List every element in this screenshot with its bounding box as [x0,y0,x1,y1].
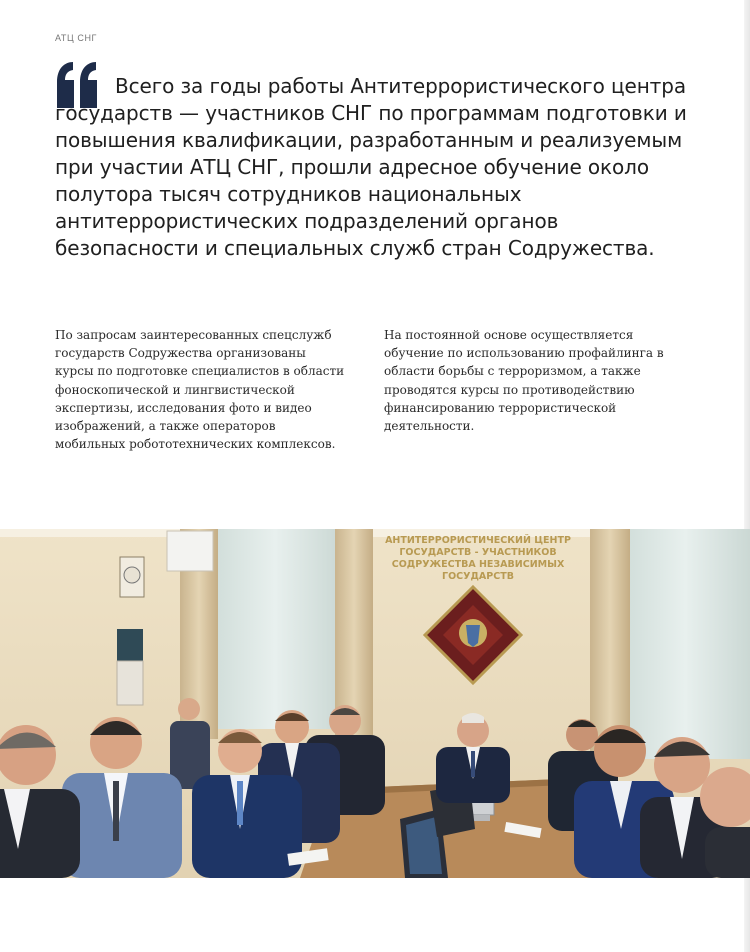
svg-text:СОДРУЖЕСТВА НЕЗАВИСИМЫХ: СОДРУЖЕСТВА НЕЗАВИСИМЫХ [391,559,565,570]
window-curtain-left [210,529,340,729]
meeting-photo [0,529,750,878]
svg-text:АНТИТЕРРОРИСТИЧЕСКИЙ ЦЕНТР: АНТИТЕРРОРИСТИЧЕСКИЙ ЦЕНТР [385,535,571,546]
running-head: АТЦ СНГ [55,33,98,43]
svg-text:ГОСУДАРСТВ: ГОСУДАРСТВ [442,571,514,582]
body-column-left: По запросам заинтересованных спецслужб государств Содружества организованы курсы по подготовке специалистов в области фоноскопической и лингвистической экспертизы, исследования фото и видео изображений, а также операторов мобильных робототехнических комплексов. [55,328,345,452]
window-curtain-right [620,529,750,759]
body-column-right: На постоянной основе осуществляется обучение по использованию профайлинга в области борьбы с терроризмом, а также проводятся курсы по противодействию финансированию террористической деятельности. [384,328,664,434]
pull-quote: Всего за годы работы Антитеррористического центра государств — участников СНГ по программам подготовки и повышения квалификации, разработанным и реализуемым при участии АТЦ СНГ, прошли адресное обучение около полутора тысяч сотрудников национальных антитеррористических подразделений органов безопасности и специальных служб стран Содружества. [55,74,687,260]
svg-text:ГОСУДАРСТВ - УЧАСТНИКОВ: ГОСУДАРСТВ - УЧАСТНИКОВ [399,547,557,558]
